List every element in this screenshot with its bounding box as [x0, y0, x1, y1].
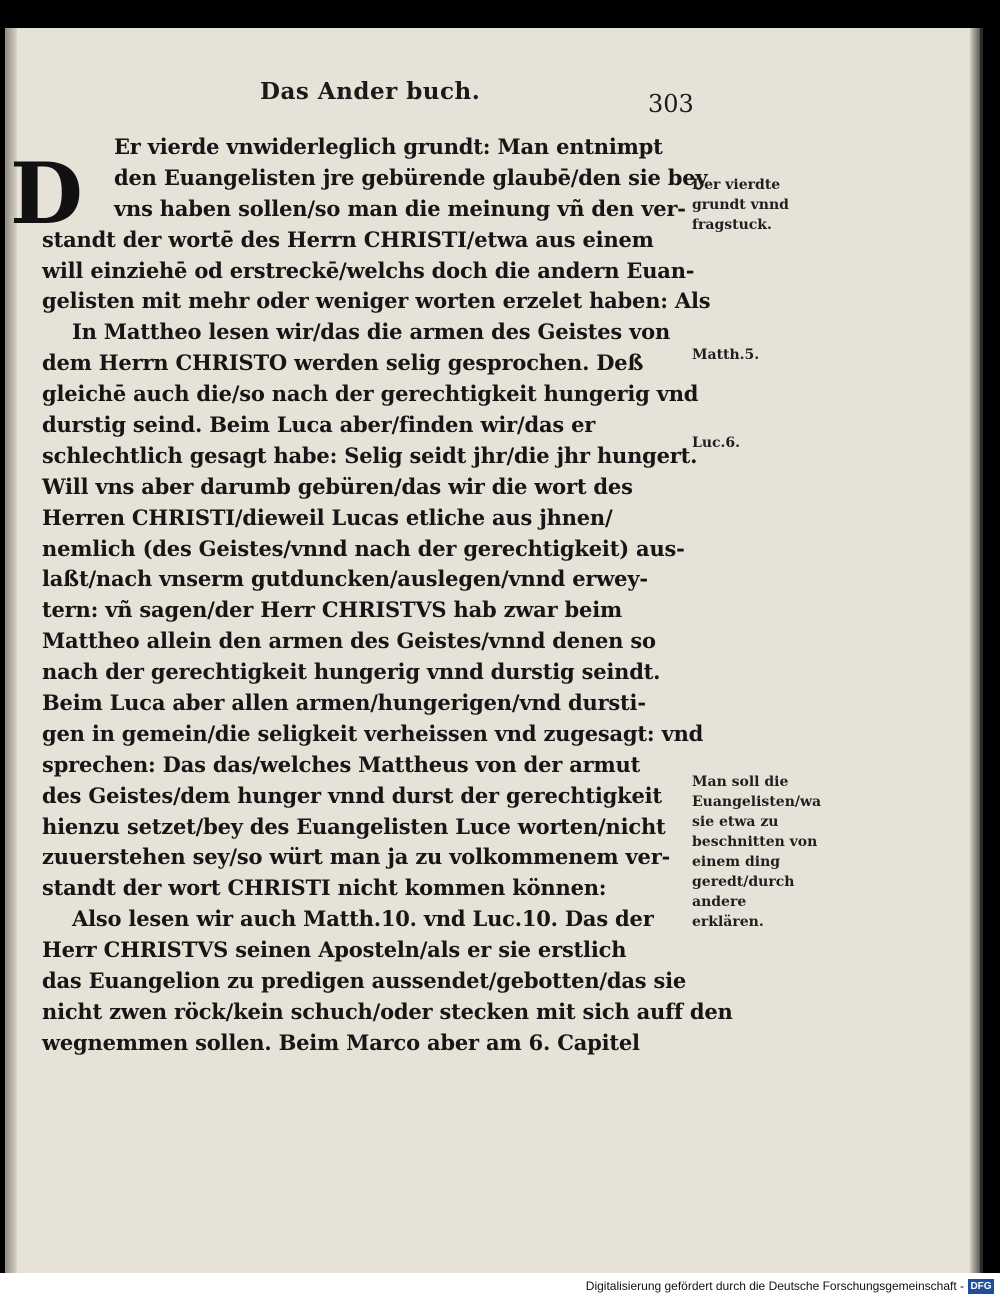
dfg-logo[interactable]: DFG [968, 1279, 994, 1294]
margin-note-luc: Luc.6. [692, 435, 741, 451]
text-line: das Euangelion zu predigen aussendet/gebotten/das sie [42, 968, 687, 994]
text-line: nach der gerechtigkeit hungerig vnnd durstig seindt. [42, 659, 661, 685]
text-line: wegnemmen sollen. Beim Marco aber am 6. Capitel [42, 1029, 640, 1055]
text-line: Will vns aber darumb gebüren/das wir die wort des [42, 473, 633, 499]
text-line: Herren CHRISTI/dieweil Lucas etliche aus jhnen/ [42, 504, 613, 530]
text-line: des Geistes/dem hunger vnnd durst der gerechtigkeit [42, 782, 662, 808]
text-line: Er vierde vnwiderleglich grundt: Man entnimpt [114, 134, 663, 159]
text-line: standt der wortē des Herrn CHRISTI/etwa aus einem [42, 226, 654, 252]
running-header: Das Ander buch. [260, 78, 481, 105]
text-line: will einziehē od erstreckē/welchs doch die andern Euan- [42, 257, 695, 283]
text-line: In Mattheo lesen wir/das die armen des Geistes von [72, 319, 671, 345]
text-line: dem Herrn CHRISTO werden selig gesprochen. Deß [42, 350, 644, 376]
page-edge-right [970, 28, 980, 1273]
text-line: Beim Luca aber allen armen/hungerigen/vnd dursti- [42, 690, 646, 716]
footer-bar [0, 1273, 1000, 1297]
text-line: vns haben sollen/so man die meinung vñ den ver- [114, 195, 686, 221]
margin-note-evangelists: Man soll die Euangelisten/wa sie etwa zu beschnitten von einem ding geredt/durch andere erklären. [692, 774, 822, 930]
text-line: nemlich (des Geistes/vnnd nach der gerechtigkeit) aus- [42, 535, 685, 561]
drop-cap-initial: D [10, 144, 83, 243]
text-line: tern: vñ sagen/der Herr CHRISTVS hab zwar beim [42, 597, 622, 623]
text-line: zuuerstehen sey/so würt man ja zu volkommenem ver- [42, 844, 671, 870]
text-line: nicht zwen röck/kein schuch/oder stecken mit sich auff den [42, 998, 733, 1024]
text-line: laßt/nach vnserm gutduncken/auslegen/vnnd erwey- [42, 566, 648, 592]
text-line: schlechtlich gesagt habe: Selig seidt jhr/die jhr hungert. [42, 442, 698, 468]
text-line: Mattheo allein den armen des Geistes/vnnd denen so [42, 628, 656, 654]
text-line: hienzu setzet/bey des Euangelisten Luce worten/nicht [42, 813, 666, 839]
margin-note-matth: Matth.5. [692, 347, 760, 363]
text-line: Also lesen wir auch Matth.10. vnd Luc.10. Das der [72, 906, 654, 932]
text-line: sprechen: Das das/welches Mattheus von der armut [42, 751, 641, 777]
margin-note-fourth-ground: Der vierdte grundt vnnd fragstuck. [692, 177, 789, 233]
text-line: gen in gemein/die seligkeit verheissen vnd zugesagt: vnd [42, 720, 704, 746]
page-number: 303 [648, 90, 694, 118]
text-line: gelisten mit mehr oder weniger worten erzelet haben: Als [42, 288, 711, 314]
text-line: standt der wort CHRISTI nicht kommen können: [42, 875, 607, 901]
text-line: durstig seind. Beim Luca aber/finden wir/das er [42, 412, 596, 438]
text-line: gleichē auch die/so nach der gerechtigkeit hungerig vnd [42, 381, 699, 407]
funding-credit: Digitalisierung gefördert durch die Deutsche Forschungsgemeinschaft - [585, 1279, 964, 1293]
text-line: den Euangelisten jre gebürende glaubē/den sie bey [114, 164, 708, 190]
text-line: Herr CHRISTVS seinen Aposteln/als er sie erstlich [42, 937, 627, 963]
